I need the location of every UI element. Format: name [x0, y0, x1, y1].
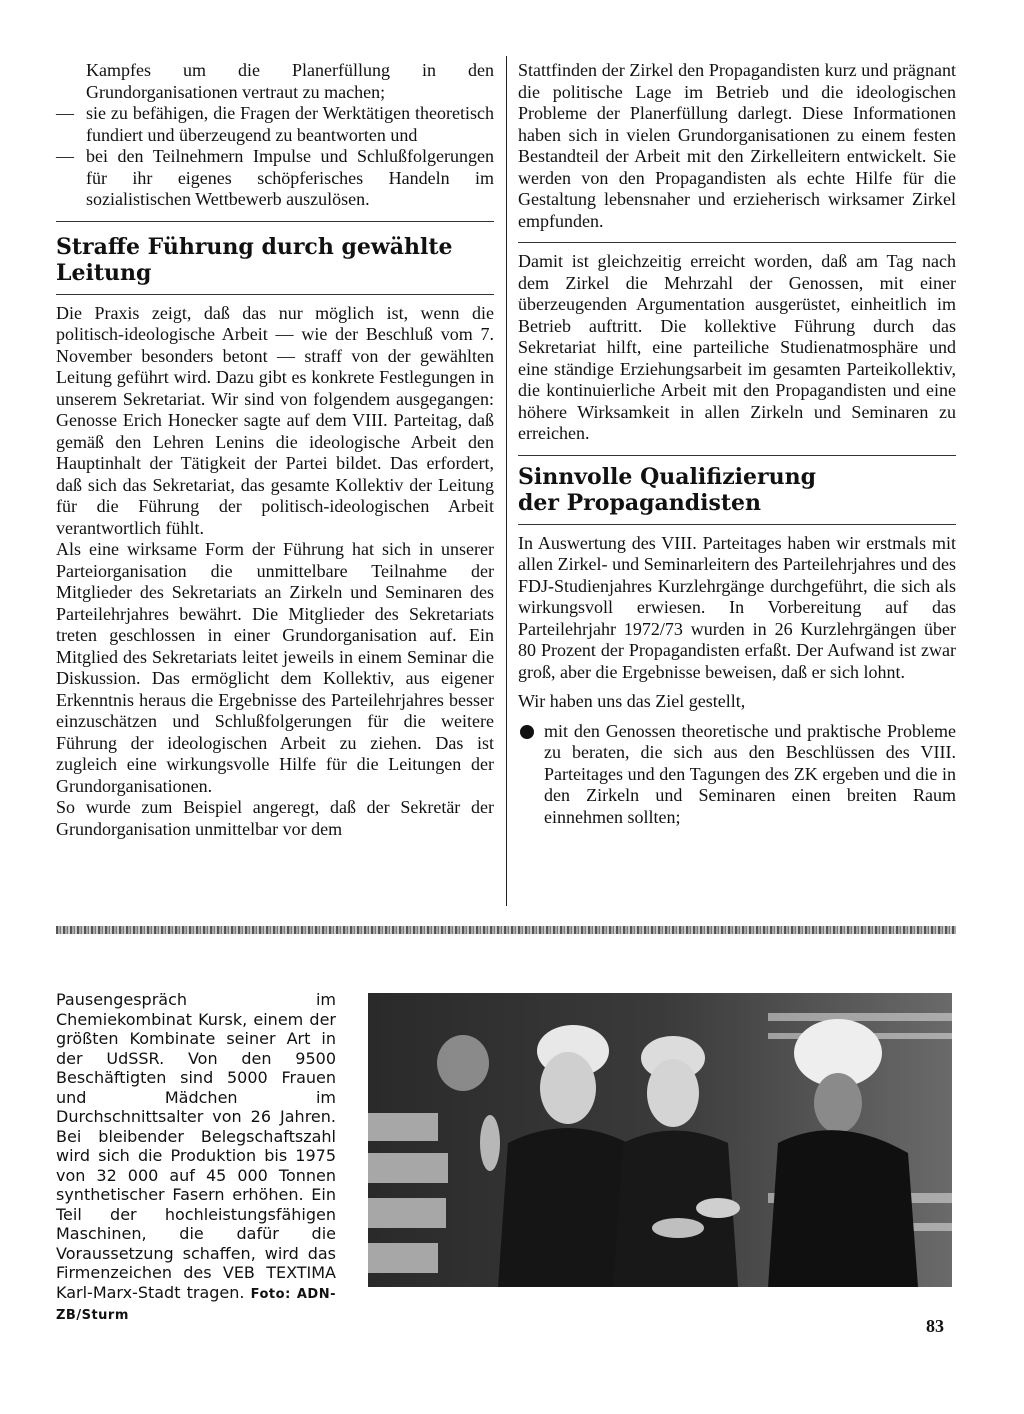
bullet-item: [518, 721, 956, 829]
section-rule: [518, 524, 956, 525]
section-heading: Straffe Führung durch gewählte Leitung: [56, 233, 453, 286]
section-rule: [518, 242, 956, 243]
paragraph: Wir haben uns das Ziel gestellt,: [518, 691, 746, 711]
photo-image: [368, 993, 952, 1287]
section-rule: [56, 221, 494, 222]
paragraph: So wurde zum Beispiel angeregt, daß der Sekretär der Grundorganisation unmittelbar vor dem: [56, 797, 494, 839]
bullet-text: mit den Genossen theoretische und praktische Probleme zu beraten, die sich aus den Beschlüssen des VIII. Parteitages und den Tagungen des ZK ergeben und die in den Zirkeln und Seminaren einen breiten Raum einnehmen sollten;: [544, 720, 956, 827]
halftone-divider: [56, 926, 956, 934]
photo-caption: [56, 990, 336, 1326]
photograph: [368, 993, 952, 1287]
photo-credit: Foto: ADN-ZB/Sturm: [56, 1286, 336, 1323]
caption-text: Pausengespräch im Chemiekombinat Kursk, einem der größten Kombinate seiner Art in der UdSSR. Von den 9500 Beschäftigten sind 5000 Frauen und Mädchen im Durchschnittsalter von 26 Jahren. Bei bleibender Belegschaftszahl wird sich die Produktion bis 1975 von 32 000 auf 45 000 Tonnen synthetischer Fasern erhöhen. Ein Teil der hochleistungsfähigen Maschinen, die dafür die Voraussetzung schaffen, wird das Firmenzeichen des VEB TEXTIMA Karl-Marx-Stadt tragen.: [56, 990, 336, 1302]
right-column: [518, 60, 956, 828]
section-rule: [518, 455, 956, 456]
paragraph: In Auswertung des VIII. Parteitages haben wir erstmals mit allen Zirkel- und Seminarleitern des Parteilehrjahres und des FDJ-Studienjahres Kurzlehrgänge durchgeführt, die sich als wirkungsvoll erwiesen. In Vorbereitung auf das Parteilehrjahr 1972/73 wurden in 26 Kurzlehrgängen über 80 Prozent der Propagandisten erfaßt. Der Aufwand ist zwar groß, aber die Ergebnisse beweisen, daß er sich lohnt.: [518, 532, 956, 682]
dash-item-text: bei den Teilnehmern Impulse und Schlußfolgerungen für ihr eigenes schöpferisches Handeln im sozialistischen Wettbewerb auszulösen.: [86, 146, 494, 209]
paragraph: Als eine wirksame Form der Führung hat sich in unserer Parteiorganisation die unmittelbare Teilnahme der Mitglieder des Sekretariats an Zirkeln und Seminaren des Parteilehrjahres bewährt. Die Mitglieder des Sekretariats treten geschlossen in einer Grundorganisation auf. Ein Mitglied des Sekretariats leitet jeweils in einem Seminar die Diskussion. Das ermöglicht dem Kollektiv, aus eigener Erkenntnis heraus die Ergebnisse des Parteilehrjahres besser einzuschätzen und Schlußfolgerungen für die weitere Führung der ideologischen Arbeit zu ziehen. Das ist zugleich eine wirkungsvolle Hilfe für die Leitungen der Grundorganisationen.: [56, 539, 494, 796]
section-rule: [56, 294, 494, 295]
paragraph: Die Praxis zeigt, daß das nur möglich ist, wenn die politisch-ideologische Arbeit — wie der Beschluß vom 7. November besonders betont — straff von der gewählten Leitung geführt wird. Dazu gibt es konkrete Festlegungen in unserem Sekretariat. Wir sind von folgendem ausgegangen: Genosse Erich Honecker sagte auf dem VIII. Parteitag, daß gemäß den Lehren Lenins die ideologische Arbeit den Hauptinhalt der Tätigkeit der Partei bildet. Das erfordert, daß sich das Sekretariat, das gesamte Kollektiv der Leitung für die Führung der politisch-ideologischen Arbeit verantwortlich fühlt.: [56, 302, 494, 538]
heading-line: Sinnvolle Qualifizierung: [518, 463, 816, 490]
paragraph: Damit ist gleichzeitig erreicht worden, daß am Tag nach dem Zirkel die Mehrzahl der Genossen, mit einer überzeugenden Argumentation ausgerüstet, einheitlich im Betrieb auftritt. Die kollektive Führung durch das Sekretariat hilft, eine parteiliche Studienatmosphäre und eine ständige Erziehungsarbeit im gesamten Parteikollektiv, die kontinuierliche Arbeit mit den Propagandisten und eine höhere Wirksamkeit in allen Zirkeln und Seminaren zu erreichen.: [518, 251, 956, 443]
section-heading: [518, 464, 956, 516]
dash-item: — sie zu befähigen, die Fragen der Werktätigen theoretisch fundiert und überzeugend zu beantworten und: [56, 103, 494, 145]
column-divider: [506, 56, 507, 906]
dash-item: — bei den Teilnehmern Impulse und Schlußfolgerungen für ihr eigenes schöpferisches Handeln im sozialistischen Wettbewerb auszulösen.: [56, 146, 494, 209]
bullet-dot-icon: [520, 725, 534, 739]
dash-item-text: sie zu befähigen, die Fragen der Werktätigen theoretisch fundiert und überzeugend zu beantworten und: [86, 103, 494, 145]
left-column: [56, 60, 494, 840]
heading-line: der Propagandisten: [518, 489, 761, 516]
paragraph: Stattfinden der Zirkel den Propagandisten kurz und prägnant die politische Lage im Betrieb und die ideologischen Probleme der Planerfüllung darlegt. Diese Informationen haben sich in vielen Grundorganisationen zu einem festen Bestandteil der Arbeit mit den Zirkelleitern entwickelt. Sie werden von den Propagandisten als echte Hilfe für die Gestaltung lebensnaher und erzieherisch wirksamer Zirkel empfunden.: [518, 60, 956, 231]
intro-continuation: Kampfes um die Planerfüllung in den Grundorganisationen vertraut zu machen;: [86, 60, 494, 102]
page-number: 83: [926, 1316, 944, 1336]
